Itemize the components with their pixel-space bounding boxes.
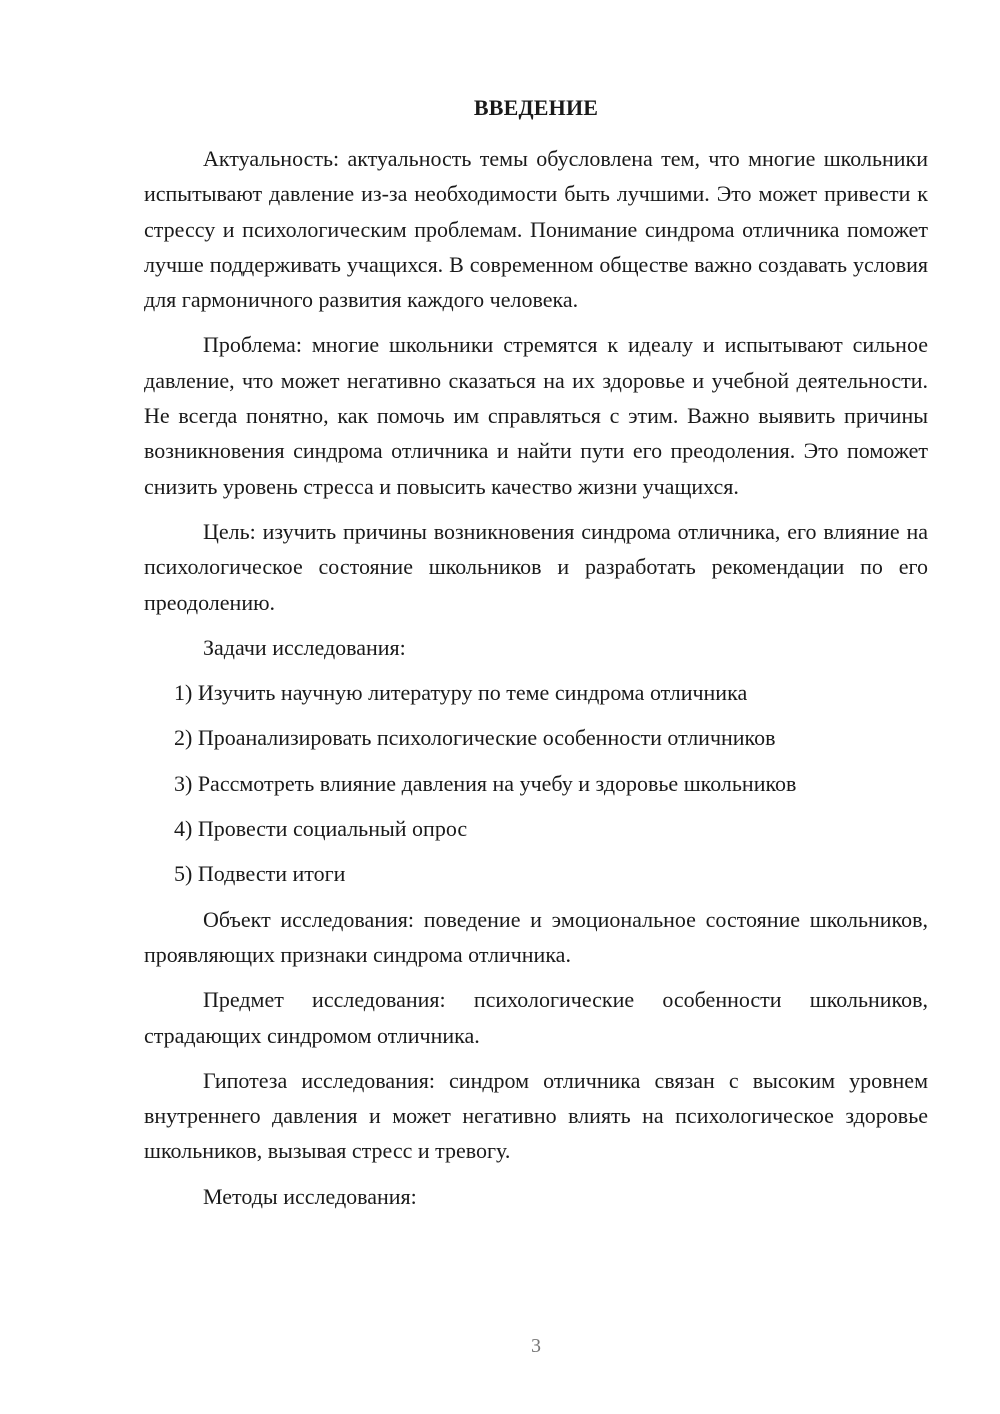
task-item-1: 1) Изучить научную литературу по теме синдрома отличника	[174, 680, 748, 706]
object-paragraph: Объект исследования: поведение и эмоциональное состояние школьников, проявляющих признаки синдрома отличника.	[144, 906, 928, 967]
hypothesis-paragraph: Гипотеза исследования: синдром отличника связан с высоким уровнем внутреннего давления и может негативно влиять на психологическое здоровье школьников, вызывая стресс и тревогу.	[144, 1067, 928, 1164]
task-item-5: 5) Подвести итоги	[174, 861, 346, 887]
goal-paragraph: Цель: изучить причины возникновения синдрома отличника, его влияние на психологическое состояние школьников и разработать рекомендации по его преодолению.	[144, 518, 928, 615]
subject-paragraph: Предмет исследования: психологические особенности школьников, страдающих синдромом отличника.	[144, 987, 928, 1048]
task-item-2: 2) Проанализировать психологические особенности отличников	[174, 725, 776, 751]
problem-paragraph: Проблема: многие школьники стремятся к идеалу и испытывают сильное давление, что может негативно сказаться на их здоровье и учебной деятельности. Не всегда понятно, как помочь им справляться с этим. Важно выявить причины возникновения синдрома отличника и найти пути его преодоления. Это поможет снизить уровень стресса и повысить качество жизни учащихся.	[144, 332, 928, 499]
methods-heading: Методы исследования:	[203, 1183, 417, 1209]
document-body	[144, 141, 928, 1224]
task-item-3: 3) Рассмотреть влияние давления на учебу и здоровье школьников	[174, 770, 797, 796]
page-number: 3	[531, 1335, 541, 1357]
task-item-4: 4) Провести социальный опрос	[174, 816, 468, 842]
tasks-list	[144, 675, 928, 891]
tasks-heading: Задачи исследования:	[203, 634, 406, 660]
relevance-paragraph: Актуальность: актуальность темы обусловлена тем, что многие школьники испытывают давление из-за необходимости быть лучшими. Это может привести к стрессу и психологическим проблемам. Понимание синдрома отличника поможет лучше поддерживать учащихся. В современном обществе важно создавать условия для гармоничного развития каждого человека.	[144, 146, 928, 313]
page-title: ВВЕДЕНИЕ	[473, 95, 599, 120]
